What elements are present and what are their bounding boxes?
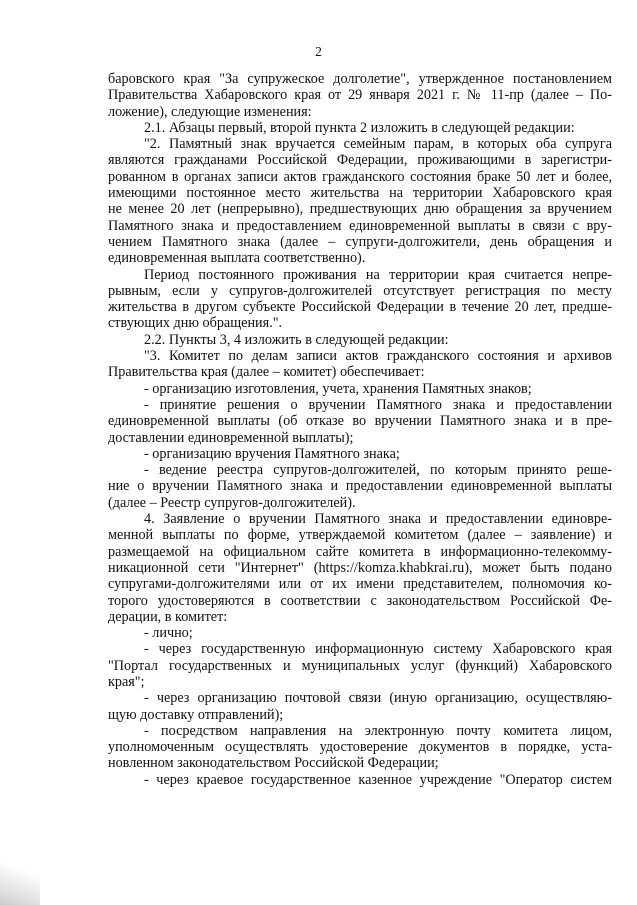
- text-line: уполномоченным осуществлять удостоверение документов в порядке, уста-: [108, 739, 612, 756]
- text-line: ние о вручении Памятного знака и предоставлении единовременной выплаты: [108, 478, 612, 495]
- text-line: - организацию вручения Памятного знака;: [144, 445, 400, 462]
- text-line: единовременной выплаты (об отказе во вручении Памятного знака и в пре-: [108, 413, 612, 430]
- text-line: новленном законодательством Российской Федерации;: [108, 755, 439, 772]
- text-line: - через организацию почтовой связи (иную организацию, осуществляю-: [144, 690, 612, 707]
- text-line: торого удостоверяются в соответствии с законодательством Российской Фе-: [108, 592, 612, 609]
- page-number: 2: [315, 44, 322, 59]
- text-line: Правительства края (далее – комитет) обеспечивает:: [108, 364, 425, 381]
- text-line: Период постоянного проживания на территории края считается непре-: [144, 266, 612, 283]
- text-line: доставлении единовременной выплаты);: [108, 429, 354, 446]
- text-line: - посредством направления на электронную почту комитета лицом,: [144, 722, 612, 739]
- text-line: баровского края "За супружеское долголетие", утвержденное постановлением: [108, 71, 612, 87]
- text-line: "3. Комитет по делам записи актов гражданского состояния и архивов: [144, 348, 612, 365]
- text-line: - через краевое государственное казенное учреждение "Оператор систем: [144, 771, 612, 788]
- text-line: края";: [108, 673, 145, 690]
- text-line: имеющими постоянное место жительства на территории Хабаровского края: [108, 185, 612, 202]
- text-line: 2.2. Пункты 3, 4 изложить в следующей редакции:: [144, 331, 449, 348]
- text-line: "Портал государственных и муниципальных услуг (функций) Хабаровского: [108, 657, 612, 674]
- text-line: дерации, в комитет:: [108, 608, 228, 625]
- text-line: - принятие решения о вручении Памятного знака и предоставлении: [144, 396, 612, 413]
- text-line: чением Памятного знака (далее – супруги-долгожители, день обращения и: [108, 233, 612, 250]
- text-line: ствующих дню обращения.".: [108, 315, 283, 332]
- text-line: Памятного знака и предоставлением единовременной выплаты в связи с вру-: [108, 217, 612, 234]
- text-line: никационной сети "Интернет" (https://komza.khabkrai.ru), может быть подано: [108, 559, 612, 576]
- text-line: - через государственную информационную систему Хабаровского края: [144, 641, 612, 658]
- text-line: рывным, если у супругов-долгожителей отсутствует регистрация по месту: [108, 282, 612, 299]
- text-line: ложение), следующие изменения:: [108, 103, 312, 120]
- text-line: супругами-долгожителями или от их имени представителем, полномочия ко-: [108, 576, 612, 593]
- text-line: жительства в другом субъекте Российской Федерации в течение 20 лет, предше-: [108, 299, 612, 316]
- text-line: 2.1. Абзацы первый, второй пункта 2 изложить в следующей редакции:: [144, 119, 575, 136]
- text-line: единовременная выплата соответственно).: [108, 250, 366, 267]
- text-line: "2. Памятный знак вручается семейным парам, в которых оба супруга: [144, 136, 612, 153]
- scan-edge-shadow: [0, 845, 40, 905]
- text-line: 4. Заявление о вручении Памятного знака и предоставлении единовре-: [144, 511, 612, 528]
- document-body: [108, 71, 612, 788]
- text-line: - организацию изготовления, учета, хранения Памятных знаков;: [144, 380, 532, 397]
- text-line: - лично;: [144, 625, 193, 642]
- text-line: являются гражданами Российской Федерации, проживающими в зарегистри-: [108, 152, 612, 169]
- text-line: (далее – Реестр супругов-долгожителей).: [108, 494, 356, 511]
- text-line: щую доставку отправлений);: [108, 706, 284, 723]
- text-line: менной выплаты по форме, утверждаемой комитетом (далее – заявление) и: [108, 527, 612, 544]
- text-line: - ведение реестра супругов-долгожителей, по которым принято реше-: [144, 462, 612, 479]
- text-line: размещаемой на официальном сайте комитета в информационно-телекомму-: [108, 543, 612, 560]
- text-line: не менее 20 лет (непрерывно), предшествующих дню обращения за вручением: [108, 201, 612, 218]
- text-line: рованном в органах записи актов гражданского состояния браке 50 лет и более,: [108, 168, 612, 185]
- text-line: Правительства Хабаровского края от 29 января 2021 г. № 11-пр (далее – По-: [108, 87, 612, 104]
